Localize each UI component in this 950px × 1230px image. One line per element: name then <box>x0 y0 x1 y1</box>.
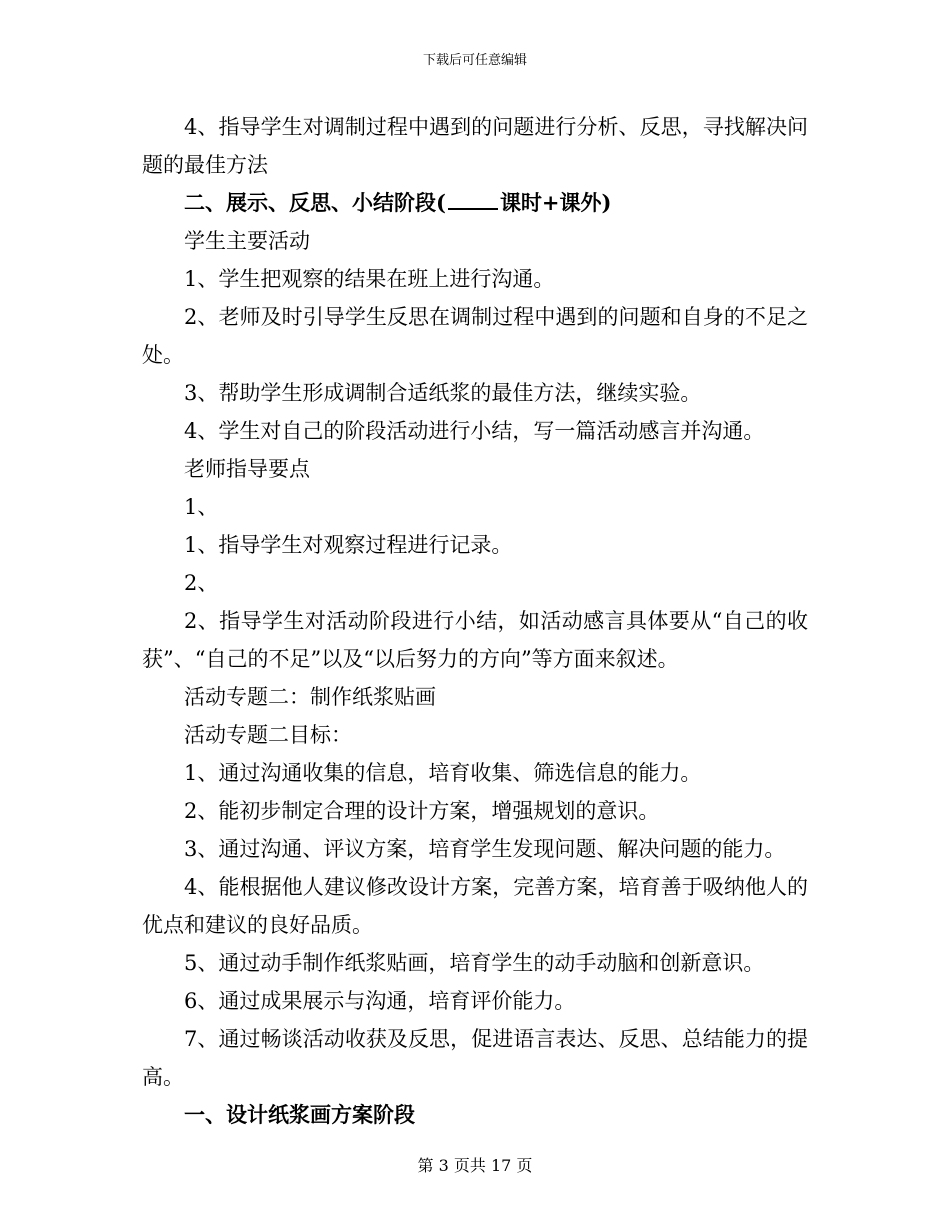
document-body <box>142 108 808 1134</box>
paragraph: 2、指导学生对活动阶段进行小结，如活动感言具体要从“自己的收获”、“自己的不足”以及“以后努力的方向”等方面来叙述。 <box>142 609 808 671</box>
paragraph: 7、通过畅谈活动收获及反思，促进语言表达、反思、总结能力的提高。 <box>142 1027 808 1089</box>
paragraph: 2、 <box>184 571 219 595</box>
paragraph: 1、指导学生对观察过程进行记录。 <box>184 533 513 557</box>
section-heading: 一、设计纸浆画方案阶段 <box>184 1102 415 1127</box>
section-heading-text: 二、展示、反思、小结阶段( <box>184 190 446 215</box>
subheading: 学生主要活动 <box>184 229 310 253</box>
section-heading-text: 课时+课外) <box>499 190 612 215</box>
paragraph: 5、通过动手制作纸浆贴画，培育学生的动手动脑和创新意识。 <box>184 951 765 975</box>
paragraph: 4、能根据他人建议修改设计方案，完善方案，培育善于吸纳他人的优点和建议的良好品质。 <box>142 875 808 937</box>
paragraph: 4、学生对自己的阶段活动进行小结，写一篇活动感言并沟通。 <box>184 419 765 443</box>
paragraph: 1、学生把观察的结果在班上进行沟通。 <box>184 267 555 291</box>
section-heading <box>142 184 808 222</box>
page-header: 下载后可任意编辑 <box>422 53 527 68</box>
subheading: 活动专题二：制作纸浆贴画 <box>184 685 436 709</box>
paragraph: 1、通过沟通收集的信息，培育收集、筛选信息的能力。 <box>184 761 702 785</box>
paragraph: 6、通过成果展示与沟通，培育评价能力。 <box>184 989 576 1013</box>
paragraph: 2、能初步制定合理的设计方案，增强规划的意识。 <box>184 799 660 823</box>
blank-underline <box>448 190 498 210</box>
page-footer: 第 3 页共 17 页 <box>417 1156 533 1175</box>
paragraph: 1、 <box>184 495 219 519</box>
paragraph: 2、老师及时引导学生反思在调制过程中遇到的问题和自身的不足之处。 <box>142 305 808 367</box>
paragraph: 3、帮助学生形成调制合适纸浆的最佳方法，继续实验。 <box>184 381 702 405</box>
paragraph: 4、指导学生对调制过程中遇到的问题进行分析、反思，寻找解决问题的最佳方法 <box>142 115 808 177</box>
paragraph: 3、通过沟通、评议方案，培育学生发现问题、解决问题的能力。 <box>184 837 786 861</box>
subheading: 活动专题二目标： <box>184 723 352 747</box>
subheading: 老师指导要点 <box>184 457 310 481</box>
